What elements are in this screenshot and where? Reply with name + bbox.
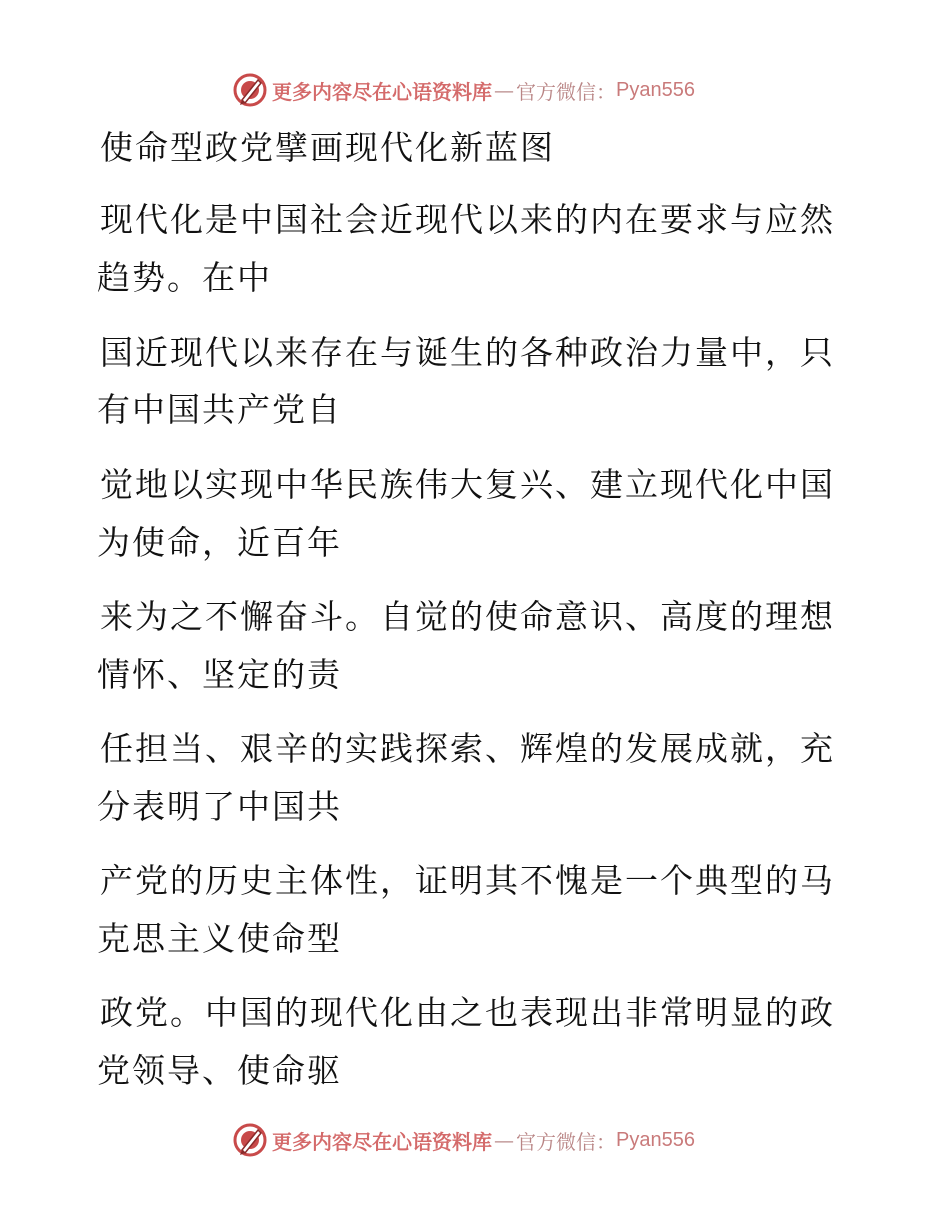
- watermark-account: Pyan556: [616, 1128, 695, 1151]
- watermark-dash: —: [494, 78, 514, 102]
- text-line: 趋势。在中: [97, 258, 272, 297]
- text-line: 政党。中国的现代化由之也表现出非常明显的政: [100, 993, 835, 1032]
- text-line: 现代化是中国社会近现代以来的内在要求与应然: [100, 200, 835, 239]
- text-line: 任担当、艰辛的实践探索、辉煌的发展成就，充: [100, 729, 835, 768]
- text-line: 来为之不懈奋斗。自觉的使命意识、高度的理想: [100, 597, 835, 636]
- text-line: 克思主义使命型: [97, 919, 342, 958]
- text-line: 为使命，近百年: [97, 523, 342, 562]
- document-title: 使命型政党擘画现代化新蓝图: [100, 128, 555, 167]
- footer-watermark: [232, 1120, 732, 1160]
- watermark-brand: 更多内容尽在心语资料库: [272, 79, 492, 104]
- watermark-account: Pyan556: [616, 78, 695, 101]
- watermark-official-label: 官方微信：: [516, 1129, 616, 1154]
- text-line: 分表明了中国共: [97, 787, 342, 826]
- pen-logo-icon: [232, 1122, 268, 1158]
- watermark-brand: 更多内容尽在心语资料库: [272, 1129, 492, 1154]
- text-line: 有中国共产党自: [97, 390, 342, 429]
- text-line: 国近现代以来存在与诞生的各种政治力量中，只: [100, 333, 835, 372]
- text-line: 党领导、使命驱: [97, 1051, 342, 1090]
- text-line: 产党的历史主体性，证明其不愧是一个典型的马: [100, 861, 835, 900]
- text-line: 觉地以实现中华民族伟大复兴、建立现代化中国: [100, 465, 835, 504]
- text-line: 情怀、坚定的责: [97, 655, 342, 694]
- watermark-dash: —: [494, 1128, 514, 1152]
- watermark-official-label: 官方微信：: [516, 79, 616, 104]
